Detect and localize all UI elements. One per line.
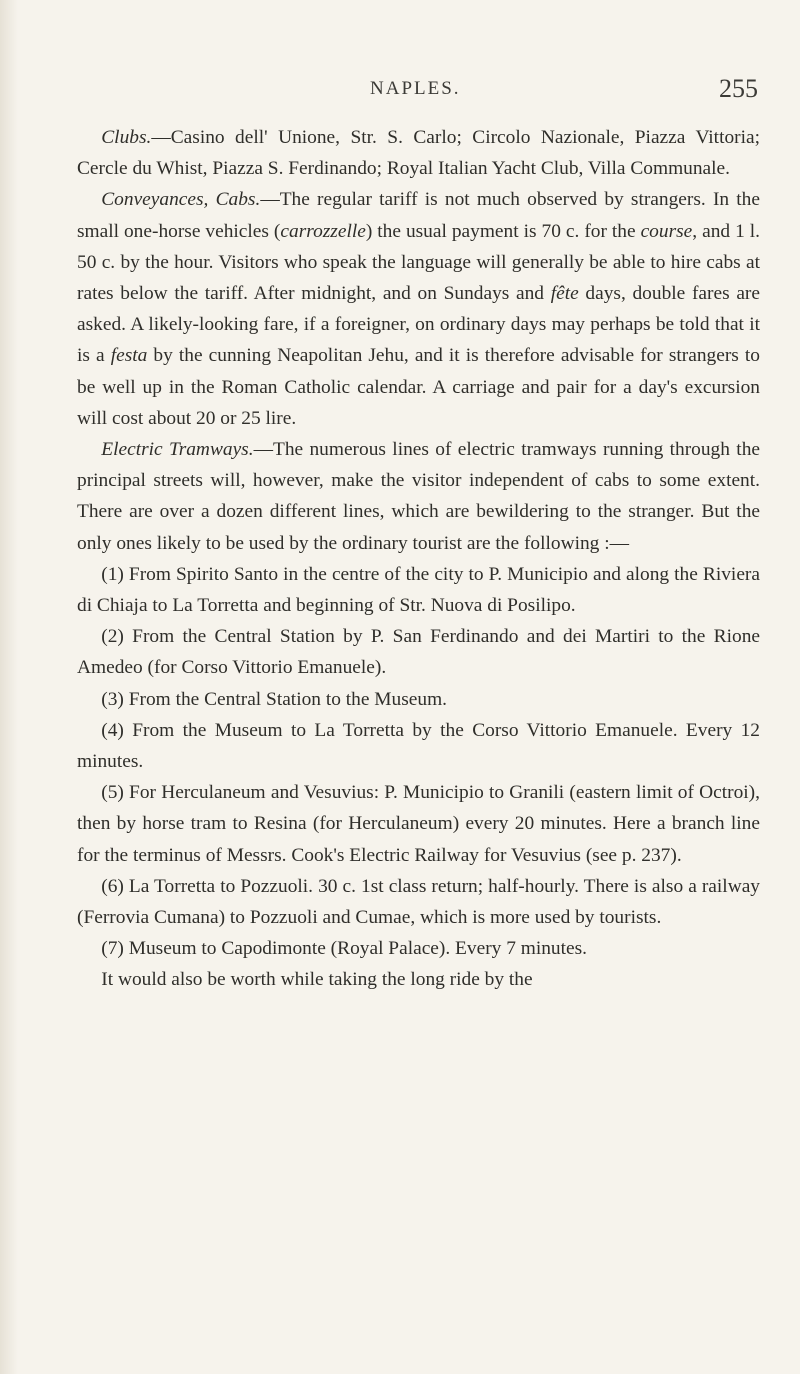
closing-paragraph: It would also be worth while taking the long ride by the: [101, 969, 533, 991]
body-text: [77, 122, 760, 996]
festa-term: festa: [110, 345, 148, 367]
carrozzelle-term: carrozzelle: [280, 220, 366, 242]
conveyances-text-3: , and 1 l. 50 c. by the hour. Visitors who speak the language will generally be able to hire cabs at rates below the tariff. After midnight, and on Sundays and: [77, 220, 760, 305]
clubs-heading: Clubs.: [101, 127, 152, 148]
binding-shadow: [0, 0, 18, 1374]
tram-line-item: (2) From the Central Station by P. San Ferdinando and dei Martiri to the Rione Amedeo (for Corso Vittorio Emanuele).: [77, 626, 760, 679]
tramways-heading: Electric Tramways.: [101, 439, 254, 461]
conveyances-text-5: by the cunning Neapolitan Jehu, and it is therefore advisable for strangers to be well up in the Roman Catholic calendar. A carriage and pair for a day's excursion will cost about 20 or 25 lire.: [77, 345, 760, 429]
conveyances-heading: Conveyances, Cabs.: [101, 189, 261, 211]
tramways-text: —The numerous lines of electric tramways running through the principal streets will, however, make the visitor independent of cabs to some extent. There are over a dozen different lines, which are bewildering to the stranger. But the only ones likely to be used by the ordinary tourist are the following :—: [77, 439, 760, 554]
conveyances-text-1: —The regular tariff is not much observed by strangers. In the small one-horse vehicles (: [77, 189, 760, 242]
course-term: course: [640, 220, 693, 242]
tram-line-item: (1) From Spirito Santo in the centre of the city to P. Municipio and along the Riviera di Chiaja to La Torretta and beginning of Str. Nuova di Posilipo.: [77, 563, 760, 617]
tram-line-item: (7) Museum to Capodimonte (Royal Palace). Every 7 minutes.: [101, 938, 587, 960]
tramways-paragraph: [77, 434, 760, 559]
page-number: 255: [719, 74, 758, 103]
tram-line-item: (5) For Herculaneum and Vesuvius: P. Municipio to Granili (eastern limit of Octroi), then by horse tram to Resina (for Herculaneum) every 20 minutes. Here a branch line for the terminus of Messrs. Cook's Electric Railway for Vesuvius (see p. 237).: [77, 782, 760, 866]
tram-line-item: (6) La Torretta to Pozzuoli. 30 c. 1st class return; half-hourly. There is also a railway (Ferrovia Cumana) to Pozzuoli and Cumae, which is more used by tourists.: [77, 875, 760, 929]
conveyances-text-2: ) the usual payment is 70 c. for the: [365, 220, 641, 242]
tram-line-item: (4) From the Museum to La Torretta by the Corso Vittorio Emanuele. Every 12 minutes.: [77, 719, 760, 773]
conveyances-text-4: days, double fares are asked. A likely-looking fare, if a foreigner, on ordinary days may perhaps be told that it is a: [77, 283, 760, 367]
clubs-text: —Casino dell' Unione, Str. S. Carlo; Circolo Nazionale, Piazza Vittoria; Cercle du Whist, Piazza S. Ferdinando; Royal Italian Yacht Club, Villa Communale.: [77, 127, 760, 180]
conveyances-paragraph: [77, 184, 760, 434]
tram-line-item: (3) From the Central Station to the Museum.: [101, 688, 448, 710]
clubs-paragraph: [77, 122, 760, 184]
running-head: NAPLES.: [370, 78, 461, 99]
fete-term: fête: [550, 283, 579, 305]
page-header: [60, 74, 760, 110]
